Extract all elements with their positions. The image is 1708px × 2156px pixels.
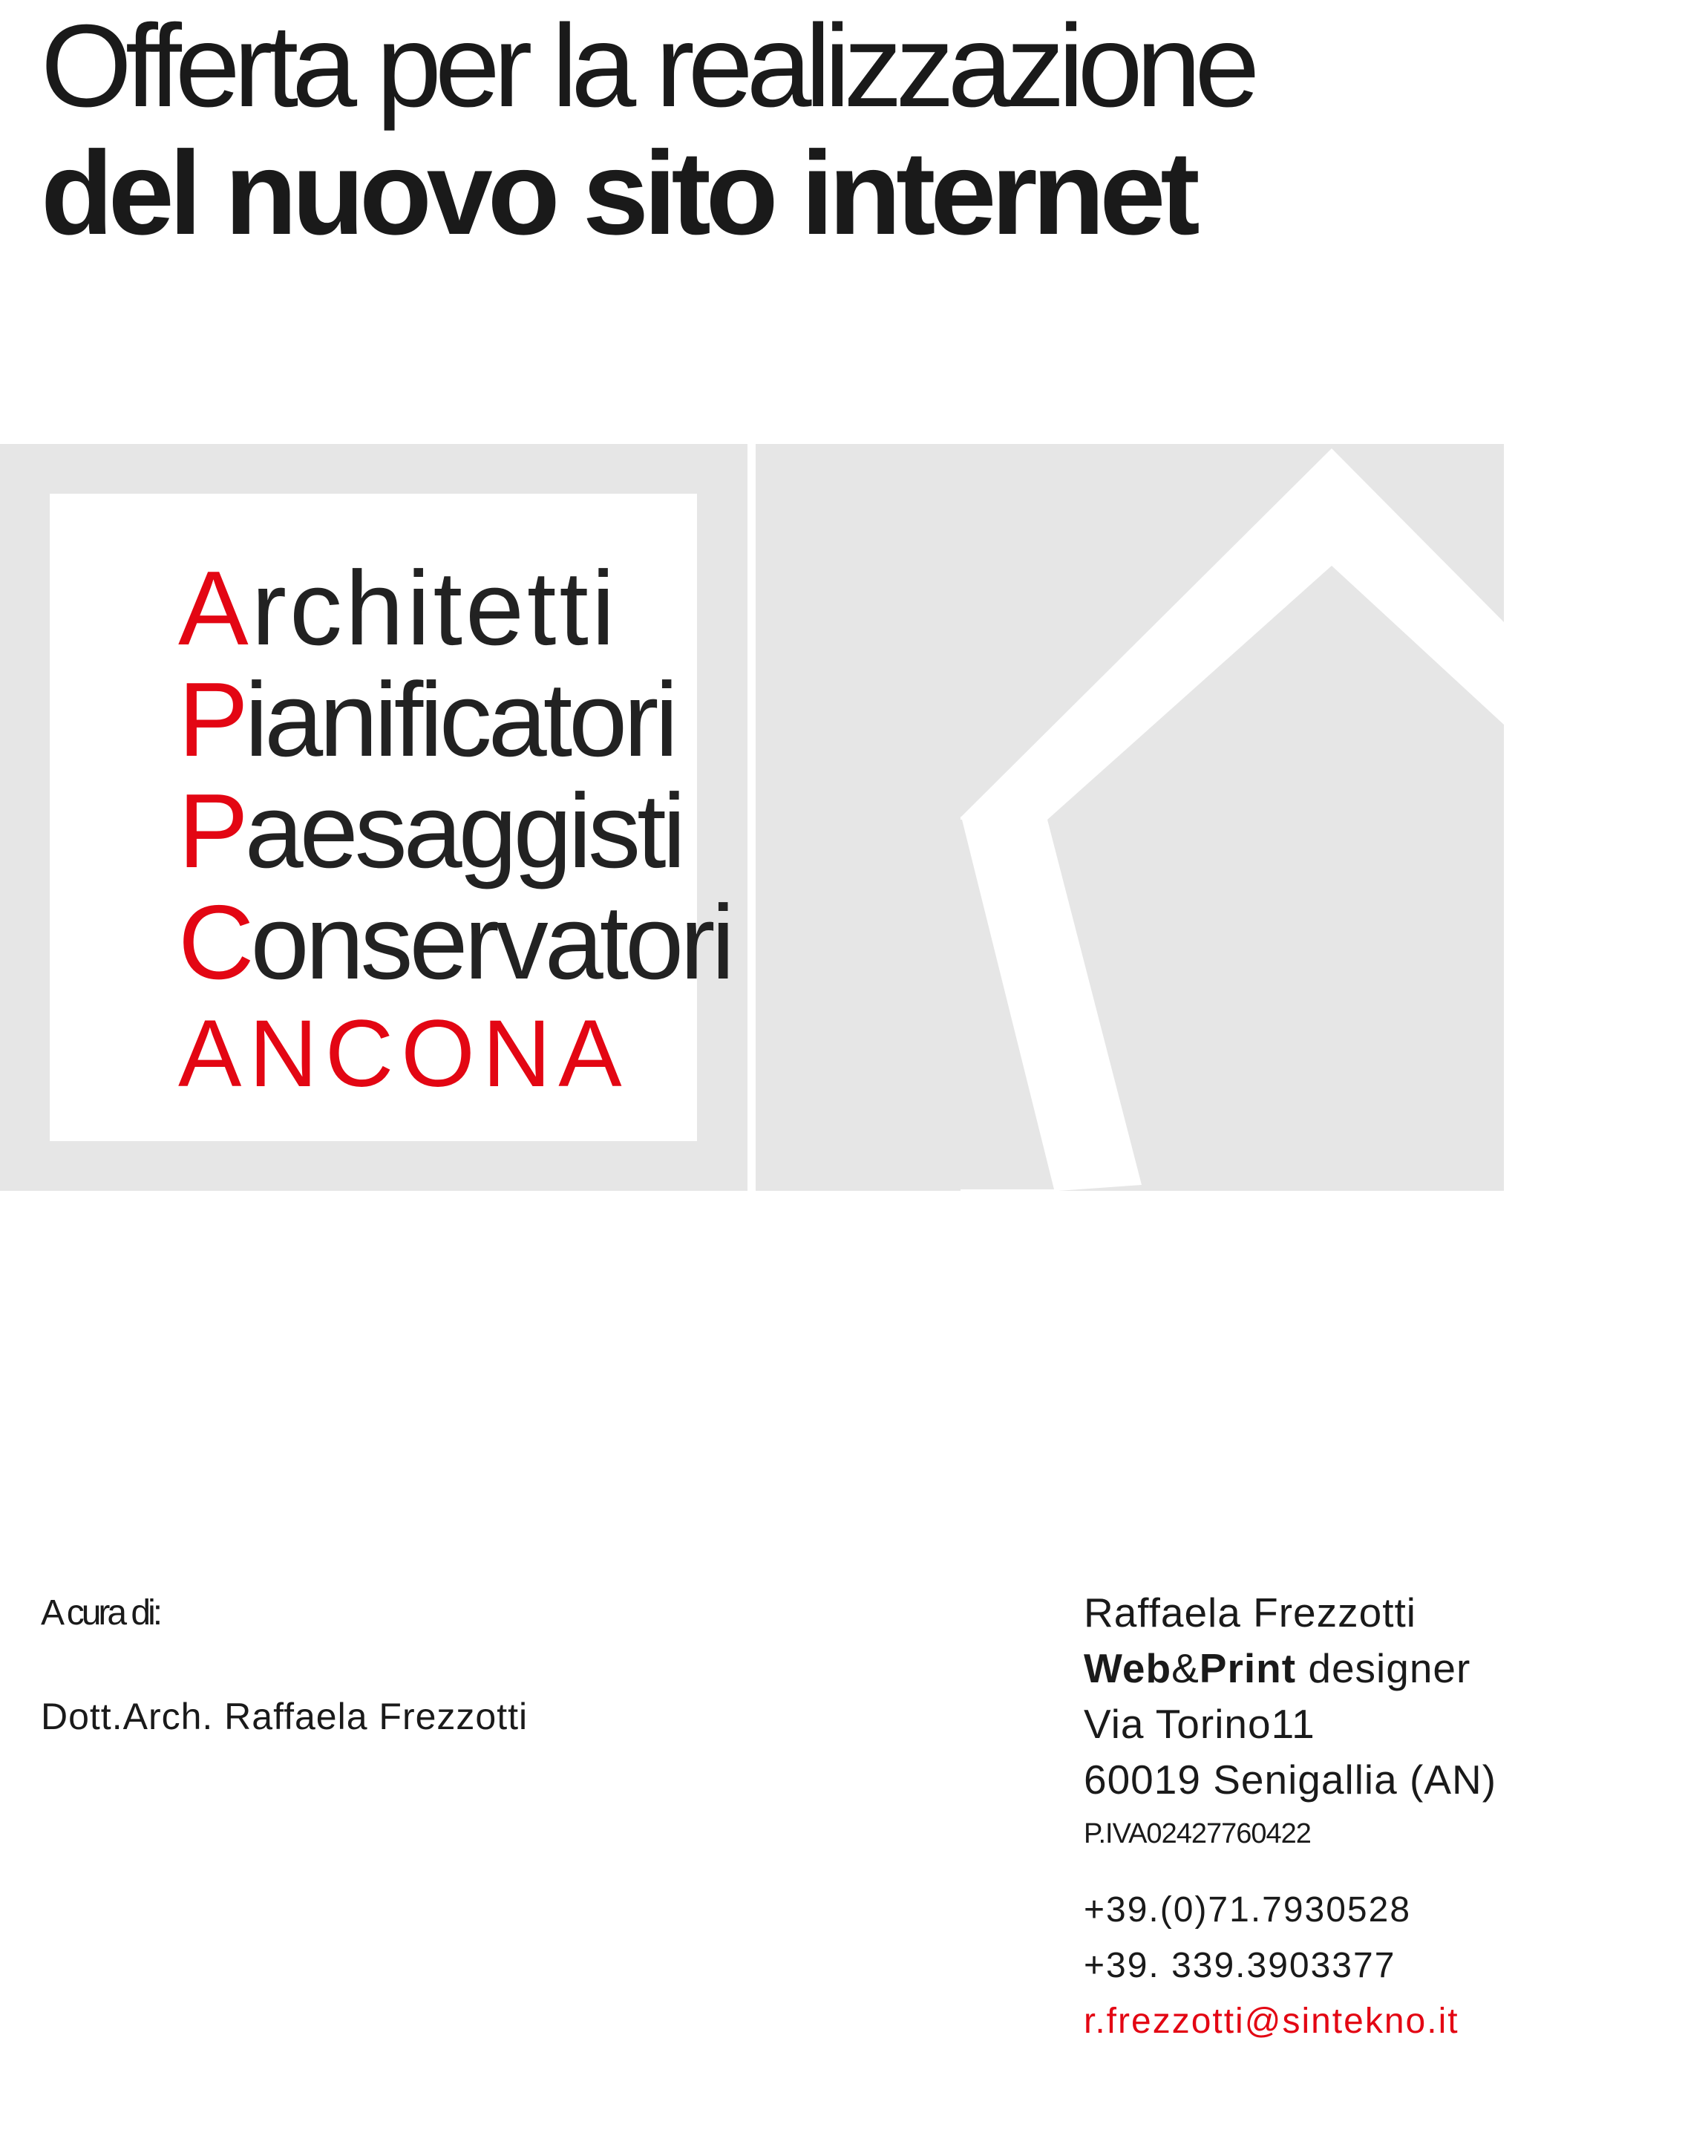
logo-line-conservatori: Conservatori xyxy=(178,883,732,1002)
contact-phone-1: +39.(0)71.7930528 xyxy=(1084,1890,1412,1930)
contact-role: Web&Print designer xyxy=(1084,1645,1471,1691)
curator-name: Dott.Arch. Raffaela Frezzotti xyxy=(41,1696,529,1737)
logo-line-architetti: Architetti xyxy=(178,549,618,667)
contact-email-link[interactable]: r.frezzotti@sintekno.it xyxy=(1084,2002,1459,2041)
curator-label: A cura di: xyxy=(41,1593,160,1633)
contact-address: Via Torino11 xyxy=(1084,1701,1315,1747)
contact-phone-2: +39. 339.3903377 xyxy=(1084,1946,1396,1985)
title-line-2: del nuovo sito internet xyxy=(41,126,1195,259)
logo-wordmark xyxy=(178,549,732,1110)
logo-panel-right xyxy=(756,444,1504,1191)
contact-block xyxy=(1084,1585,1496,2049)
logo-line-paesaggisti: Paesaggisti xyxy=(178,772,683,890)
house-outline-icon xyxy=(756,444,1504,1191)
logo-line-pianificatori: Pianificatori xyxy=(178,661,675,779)
logo-city: ANCONA xyxy=(178,1001,629,1107)
contact-name: Raffaela Frezzotti xyxy=(1084,1590,1417,1636)
title-line-1: Offerta per la realizzazione xyxy=(41,1,1254,131)
contact-spacer xyxy=(1084,1860,1496,1882)
contact-city: 60019 Senigallia (AN) xyxy=(1084,1757,1497,1803)
contact-vat: P.IVA02427760422 xyxy=(1084,1818,1311,1849)
